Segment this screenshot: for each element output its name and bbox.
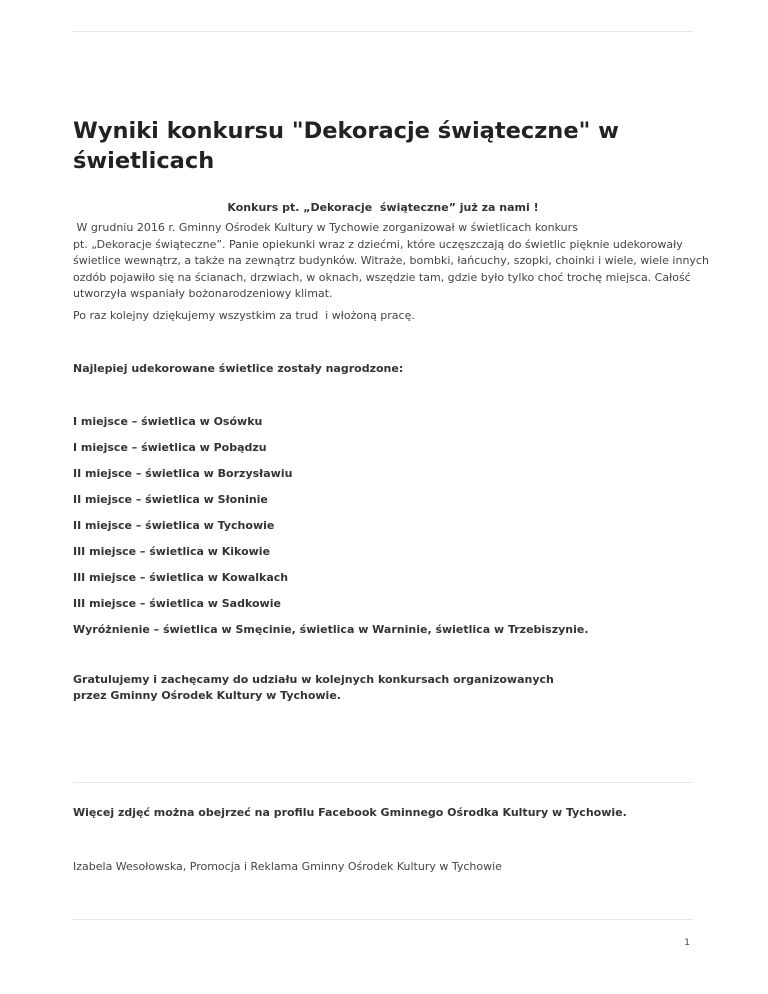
intro-line: świetlice wewnątrz, a także na zewnątrz budynków. Witraże, bombki, łańcuchy, szopki, choinki i wiele, wiele innych: [73, 254, 709, 267]
congrats-line: Gratulujemy i zachęcamy do udziału w kolejnych konkursach organizowanych: [73, 673, 554, 686]
page-title-line-2: świetlicach: [73, 148, 215, 174]
award-item: I miejsce – świetlica w Osówku: [73, 415, 263, 428]
intro-paragraph: [73, 220, 709, 303]
subtitle: Konkurs pt. „Dekoracje świąteczne” już za nami !: [227, 201, 539, 214]
author-credit: Izabela Wesołowska, Promocja i Reklama Gminny Ośrodek Kultury w Tychowie: [73, 860, 502, 873]
award-item: III miejsce – świetlica w Kikowie: [73, 545, 271, 558]
award-item: III miejsce – świetlica w Kowalkach: [73, 571, 289, 584]
thanks-text: Po raz kolejny dziękujemy wszystkim za trud i włożoną pracę.: [73, 309, 415, 322]
page-title-line-1: Wyniki konkursu "Dekoracje świąteczne" w: [73, 118, 619, 144]
congrats-line: przez Gminny Ośrodek Kultury w Tychowie.: [73, 689, 341, 702]
bottom-divider: [73, 919, 693, 920]
intro-line: utworzyła wspaniały bożonarodzeniowy klimat.: [73, 287, 333, 300]
page-title: [73, 116, 673, 176]
award-item: II miejsce – świetlica w Tychowie: [73, 519, 275, 532]
intro-line: W grudniu 2016 r. Gminny Ośrodek Kultury w Tychowie zorganizował w świetlicach konkurs: [73, 221, 578, 234]
intro-line: pt. „Dekoracje świąteczne”. Panie opiekunki wraz z dziećmi, które uczęszczają do świetlic pięknie udekorowały: [73, 237, 683, 251]
award-item: II miejsce – świetlica w Borzysławiu: [73, 467, 293, 480]
award-item: Wyróżnienie – świetlica w Smęcinie, świetlica w Warninie, świetlica w Trzebiszynie.: [73, 623, 589, 636]
middle-divider: [73, 782, 693, 783]
page-number: 1: [684, 938, 690, 948]
award-item: III miejsce – świetlica w Sadkowie: [73, 597, 281, 610]
intro-line: ozdób pojawiło się na ścianach, drzwiach, w oknach, wszędzie tam, gdzie było tylko choć trochę miejsca. Całość: [73, 270, 691, 284]
award-item: I miejsce – świetlica w Pobądzu: [73, 441, 267, 454]
award-item: II miejsce – świetlica w Słoninie: [73, 493, 268, 506]
top-divider: [73, 31, 693, 32]
awards-heading: Najlepiej udekorowane świetlice zostały nagrodzone:: [73, 362, 404, 375]
more-photos-text: Więcej zdjęć można obejrzeć na profilu Facebook Gminnego Ośrodka Kultury w Tychowie.: [73, 806, 627, 819]
